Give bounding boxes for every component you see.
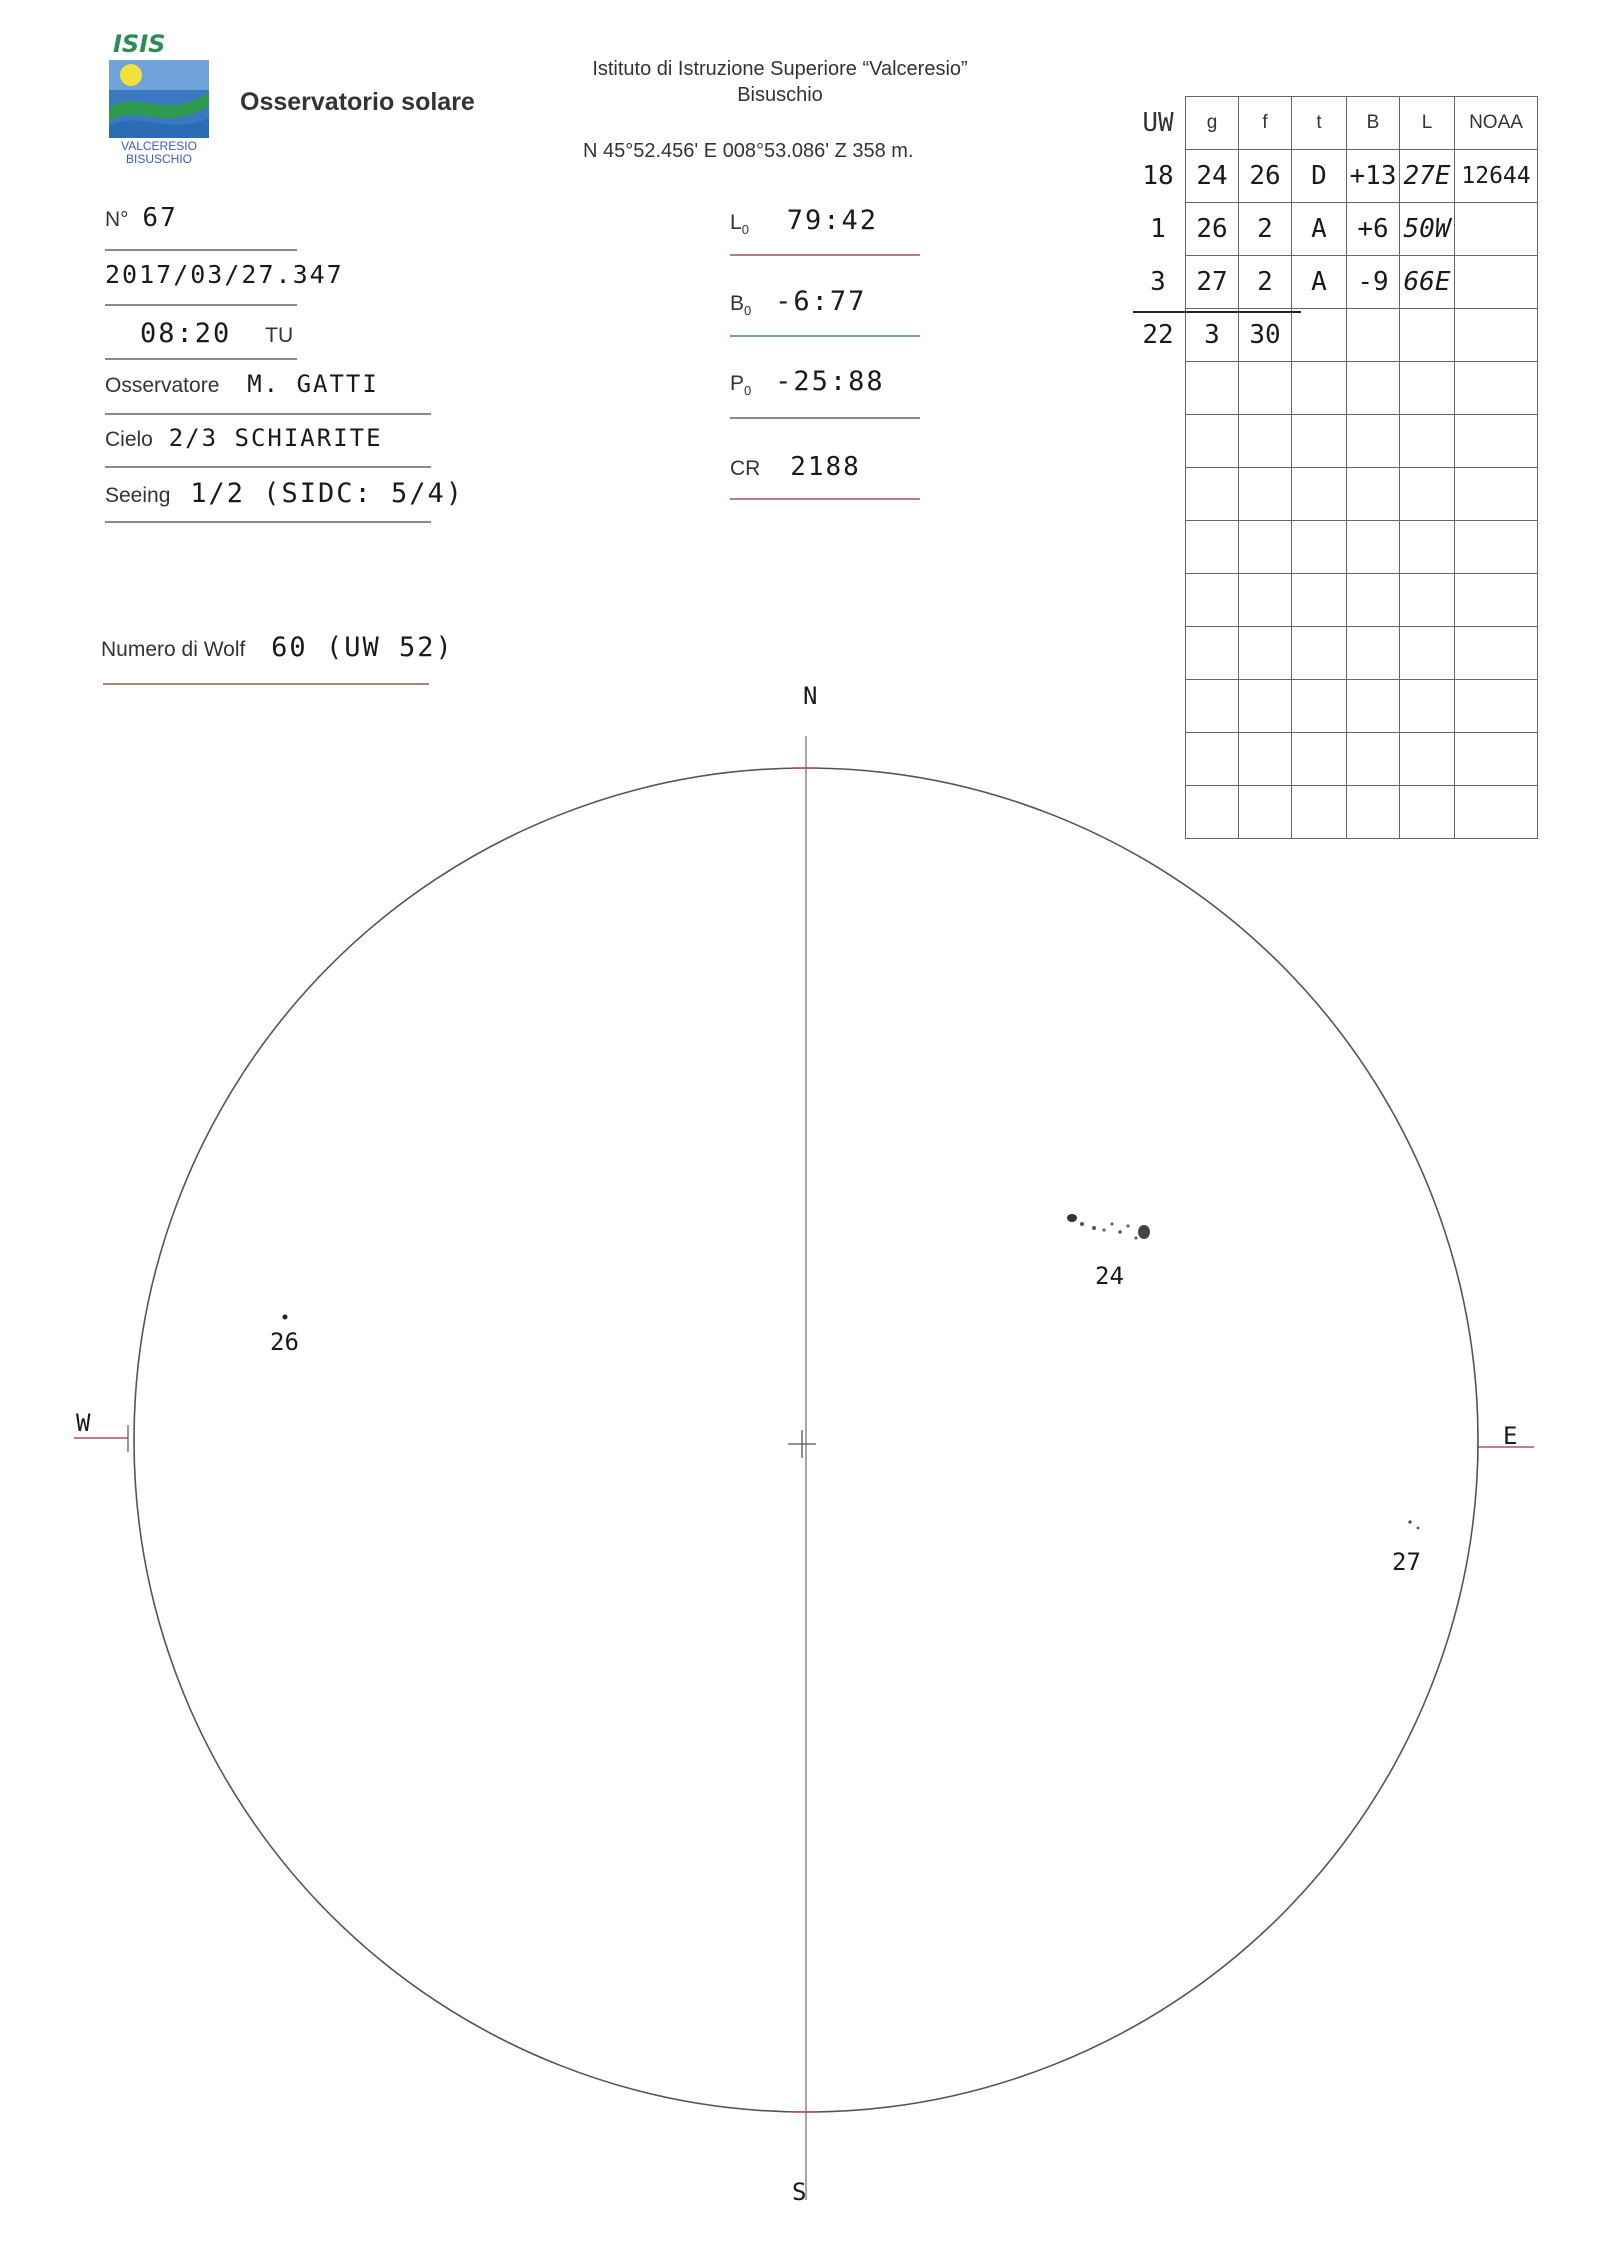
logo-caption-1: VALCERESIO (121, 139, 197, 153)
observation-date-value: 2017/03/27.347 (105, 260, 344, 289)
header-g: g (1186, 97, 1239, 150)
b0-subscript: 0 (744, 303, 752, 319)
observation-number-label: N° (105, 208, 129, 231)
cell-l: 27E (1400, 150, 1455, 203)
observatory-title: Osservatorio solare (240, 88, 475, 116)
cr-value: 2188 (790, 452, 861, 482)
b0-value: -6:77 (775, 286, 867, 317)
cell-f: 2 (1239, 203, 1292, 256)
p0-value: -25:88 (775, 366, 885, 397)
observer-value: M. GATTI (247, 370, 379, 398)
logo-text: ISIS (113, 30, 166, 58)
cell-b: -9 (1347, 256, 1400, 309)
cr-label: CR (730, 457, 761, 480)
cell-t: D (1292, 150, 1347, 203)
cell-noaa: 12644 (1455, 150, 1538, 203)
b0-label: B (730, 292, 745, 315)
wolf-number-value: 60 (UW 52) (271, 632, 454, 663)
wolf-number-label: Numero di Wolf (101, 638, 246, 661)
cell-uw: 1 (1131, 203, 1186, 256)
header-t: t (1292, 97, 1347, 150)
observation-time-unit: TU (265, 324, 294, 347)
institute-line-2: Bisuschio (737, 84, 823, 106)
sunspot-group-26 (283, 1315, 288, 1320)
cell-l: 50W (1400, 203, 1455, 256)
sunspot-group-24 (1067, 1214, 1150, 1240)
header-l: L (1400, 97, 1455, 150)
group-label-27: 27 (1392, 1548, 1421, 1576)
observer-label: Osservatore (105, 374, 220, 397)
institute-line-1: Istituto di Istruzione Superiore “Valceresio” (592, 58, 968, 80)
l0-subscript: 0 (741, 222, 749, 238)
seeing-value: 1/2 (SIDC: 5/4) (190, 478, 465, 509)
l0-label: L (730, 211, 742, 234)
header-f: f (1239, 97, 1292, 150)
header-noaa: NOAA (1455, 97, 1538, 150)
observatory-coordinates: N 45°52.456' E 008°53.086' Z 358 m. (583, 140, 914, 162)
east-label: E (1503, 1422, 1518, 1450)
cell-t: A (1292, 256, 1347, 309)
p0-label: P (730, 372, 745, 395)
observation-time-value: 08:20 (140, 318, 232, 349)
cell-uw: 3 (1131, 256, 1186, 309)
cell-t: A (1292, 203, 1347, 256)
seeing-label: Seeing (105, 484, 171, 507)
cell-f: 26 (1239, 150, 1292, 203)
south-label: S (792, 2178, 807, 2206)
cell-g: 26 (1186, 203, 1239, 256)
sunspot-group-27 (1408, 1520, 1419, 1529)
group-label-24: 24 (1095, 1262, 1124, 1290)
logo-caption-2: BISUSCHIO (125, 152, 193, 165)
cell-f: 30 (1239, 309, 1292, 362)
cell-g: 27 (1186, 256, 1239, 309)
cell-uw: 22 (1131, 309, 1186, 362)
cell-g: 24 (1186, 150, 1239, 203)
cell-b: +13 (1347, 150, 1400, 203)
group-label-26: 26 (270, 1328, 299, 1356)
cell-l: 66E (1400, 256, 1455, 309)
observation-number-value: 67 (142, 203, 178, 233)
west-label: W (76, 1409, 91, 1437)
header-uw: UW (1131, 97, 1186, 150)
header-b: B (1347, 97, 1400, 150)
cell-f: 2 (1239, 256, 1292, 309)
cell-b: +6 (1347, 203, 1400, 256)
north-label: N (803, 682, 818, 710)
sky-label: Cielo (105, 428, 153, 451)
p0-subscript: 0 (744, 383, 752, 399)
sky-value: 2/3 SCHIARITE (168, 424, 383, 452)
l0-value: 79:42 (786, 205, 879, 236)
cell-uw: 18 (1131, 150, 1186, 203)
cell-g: 3 (1186, 309, 1239, 362)
